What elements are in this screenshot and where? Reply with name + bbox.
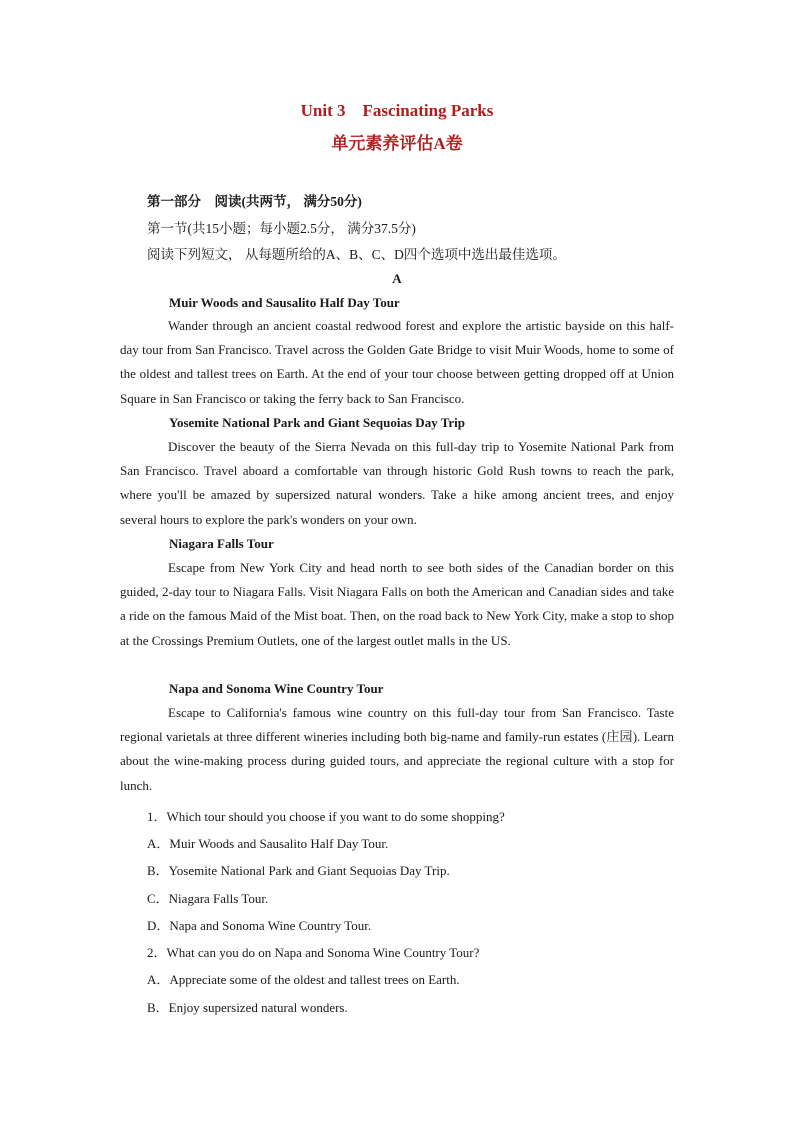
exam-subtitle: 单元素养评估A卷 [331, 134, 463, 153]
unit-title: Unit 3 Fascinating Parks [300, 101, 494, 120]
tour-description: Escape to California's famous wine country on this full-day tour from San Francisco. Taste regional varietals at three different wineries including both big-name and family-run estates (庄园). Learn about the wine-making process during guided tours, and appreciate the regional culture with a stop for lunch. [120, 705, 674, 793]
part-heading: 第一部分 阅读(共两节， 满分50分) [147, 194, 362, 209]
tour-description: Wander through an ancient coastal redwood forest and explore the artistic bayside on this half-day tour from San Francisco. Travel across the Golden Gate Bridge to visit Muir Woods, home to some of the oldest and tallest trees on Earth. At the end of your tour choose between getting dropped off at Union Square in San Francisco or taking the ferry back to San Francisco. [120, 318, 674, 406]
answer-option[interactable]: A．Muir Woods and Sausalito Half Day Tour. [147, 836, 389, 851]
question-stem: 1．Which tour should you choose if you want to do some shopping? [147, 809, 505, 824]
answer-option[interactable]: A．Appreciate some of the oldest and tallest trees on Earth. [147, 972, 460, 987]
instruction-text: 阅读下列短文， 从每题所给的A、B、C、D四个选项中选出最佳选项。 [147, 247, 566, 262]
answer-option[interactable]: B．Yosemite National Park and Giant Sequoias Day Trip. [147, 863, 450, 878]
tour-heading: Yosemite National Park and Giant Sequoias Day Trip [169, 415, 466, 430]
answer-option[interactable]: B．Enjoy supersized natural wonders. [147, 1000, 348, 1015]
answer-option[interactable]: D．Napa and Sonoma Wine Country Tour. [147, 918, 372, 933]
question-stem: 2．What can you do on Napa and Sonoma Wine Country Tour? [147, 945, 480, 960]
passage-label: A [392, 271, 402, 286]
tour-description: Discover the beauty of the Sierra Nevada on this full-day trip to Yosemite National Park from San Francisco. Travel aboard a comfortable van through historic Gold Rush towns to reach the park, where you'll be amazed by supersized natural wonders. Take a hike among ancient trees, and enjoy several hours to explore the park's wonders on your own. [120, 439, 674, 527]
answer-option[interactable]: C．Niagara Falls Tour. [147, 891, 269, 906]
tour-heading: Muir Woods and Sausalito Half Day Tour [169, 295, 400, 310]
section-heading: 第一节(共15小题；每小题2.5分， 满分37.5分) [147, 221, 416, 236]
tour-description: Escape from New York City and head north to see both sides of the Canadian border on this guided, 2-day tour to Niagara Falls. Visit Niagara Falls on both the American and Canadian sides and take a ride on the famous Maid of the Mist boat. Then, on the road back to New York City, make a stop to shop at the Crossings Premium Outlets, one of the largest outlet malls in the US. [120, 560, 674, 648]
tour-heading: Napa and Sonoma Wine Country Tour [169, 681, 384, 696]
tour-heading: Niagara Falls Tour [169, 536, 274, 551]
